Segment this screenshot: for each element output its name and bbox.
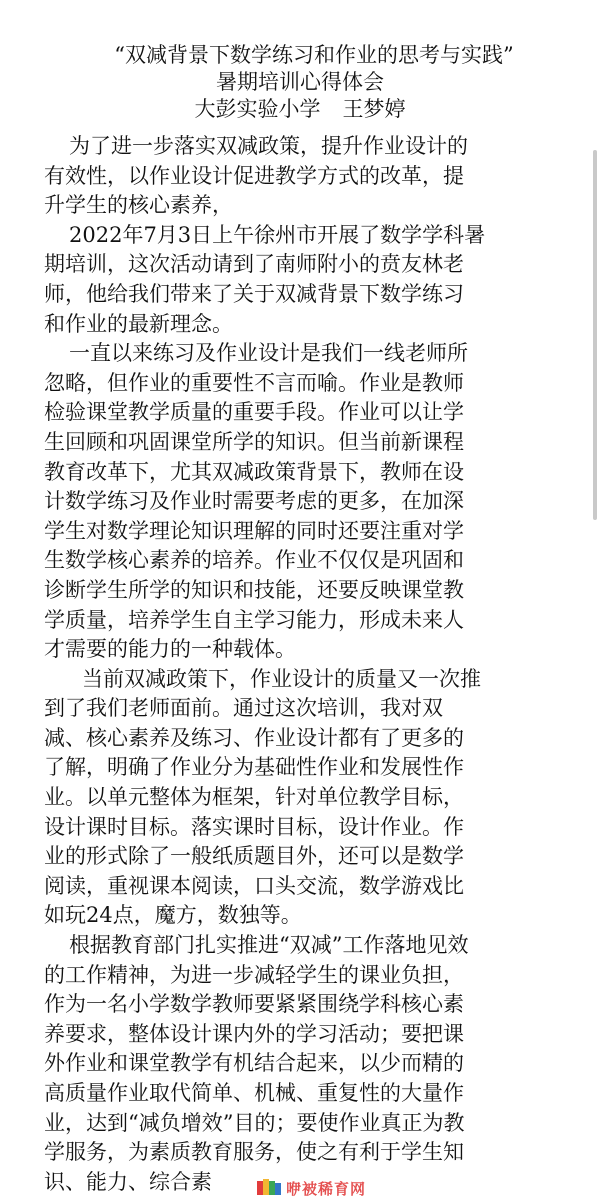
body-line: 当前双减政策下，作业设计的质量又一次推	[82, 666, 481, 691]
body-line: 诊断学生所学的知识和技能，还要反映课堂教	[44, 577, 464, 602]
title-block	[0, 42, 600, 123]
body-line: 减、核心素养及练习、作业设计都有了更多的	[44, 725, 464, 750]
author-line	[0, 96, 600, 123]
school-name: 大彭实验小学	[194, 97, 321, 121]
watermark	[256, 1176, 366, 1200]
body-line: 2022年7月3日上午徐州市开展了数学学科暑	[69, 222, 486, 247]
body-line: 根据教育部门扎实推进“双减”工作落地见效	[69, 933, 469, 958]
body-line: 升学生的核心素养，	[44, 193, 233, 218]
body-line: 到了我们老师面前。通过这次培训，我对双	[44, 696, 443, 721]
document-title: “双减背景下数学练习和作业的思考与实践”	[114, 43, 514, 67]
body-line: 设计课时目标。落实课时目标，设计作业。作	[44, 814, 464, 839]
body-line: 教育改革下，尤其双减政策背景下，教师在设	[44, 459, 464, 484]
body-line: 作为一名小学数学教师要紧紧围绕学科核心素	[44, 992, 464, 1017]
body-line: 有效性，以作业设计促进教学方式的改革，提	[44, 163, 464, 188]
body-line: 了解，明确了作业分为基础性作业和发展性作	[44, 755, 464, 780]
author-name: 王梦婷	[342, 97, 406, 121]
body-line: 和作业的最新理念。	[44, 311, 233, 336]
body-line: 识、能力、综合素	[44, 1169, 212, 1194]
body-line: 阅读，重视课本阅读，口头交流，数学游戏比	[44, 873, 464, 898]
body-line: 学质量，培养学生自主学习能力，形成未来人	[44, 607, 464, 632]
watermark-text: 咿被稀育网	[286, 1179, 367, 1198]
body-line: 忽略，但作业的重要性不言而喻。作业是教师	[44, 370, 464, 395]
body-line: 高质量作业取代简单、机械、重复性的大量作	[44, 1081, 464, 1105]
body-line: 如玩24点，魔方，数独等。	[44, 903, 302, 928]
body-line: 检验课堂教学质量的重要手段。作业可以让学	[44, 400, 464, 425]
body-line: 业，达到“减负增效”目的；要使作业真正为教	[44, 1110, 465, 1135]
body-line: 一直以来练习及作业设计是我们一线老师所	[69, 341, 468, 366]
body-line: 业的形式除了一般纸质题目外，还可以是数学	[44, 844, 464, 869]
body-line: 的工作精神，为进一步减轻学生的课业负担，	[44, 962, 464, 987]
body-line: 期培训，这次活动请到了南师附小的贲友林老	[44, 252, 464, 277]
body-line: 师，他给我们带来了关于双减背景下数学练习	[44, 281, 464, 306]
body-line: 生回顾和巩固课堂所学的知识。但当前新课程	[44, 429, 464, 454]
document-subtitle: 暑期培训心得体会	[216, 70, 384, 94]
document-body	[44, 132, 584, 1197]
body-line: 学生对数学理论知识理解的同时还要注重对学	[44, 518, 464, 543]
body-line: 养要求，整体设计课内外的学习活动；要把课	[44, 1021, 464, 1046]
body-line: 外作业和课堂教学有机结合起来，以少而精的	[44, 1051, 464, 1076]
body-line: 生数学核心素养的培养。作业不仅仅是巩固和	[44, 548, 464, 573]
body-line: 计数学练习及作业时需要考虑的更多，在加深	[44, 489, 464, 514]
body-line: 学服务，为素质教育服务，使之有利于学生知	[44, 1140, 464, 1165]
body-line: 业。以单元整体为框架，针对单位教学目标，	[44, 785, 464, 810]
watermark-logo-icon	[256, 1178, 282, 1198]
body-line: 为了进一步落实双减政策，提升作业设计的	[69, 134, 468, 158]
scrollbar-thumb[interactable]	[593, 150, 597, 520]
body-line: 才需要的能力的一种载体。	[44, 637, 296, 662]
